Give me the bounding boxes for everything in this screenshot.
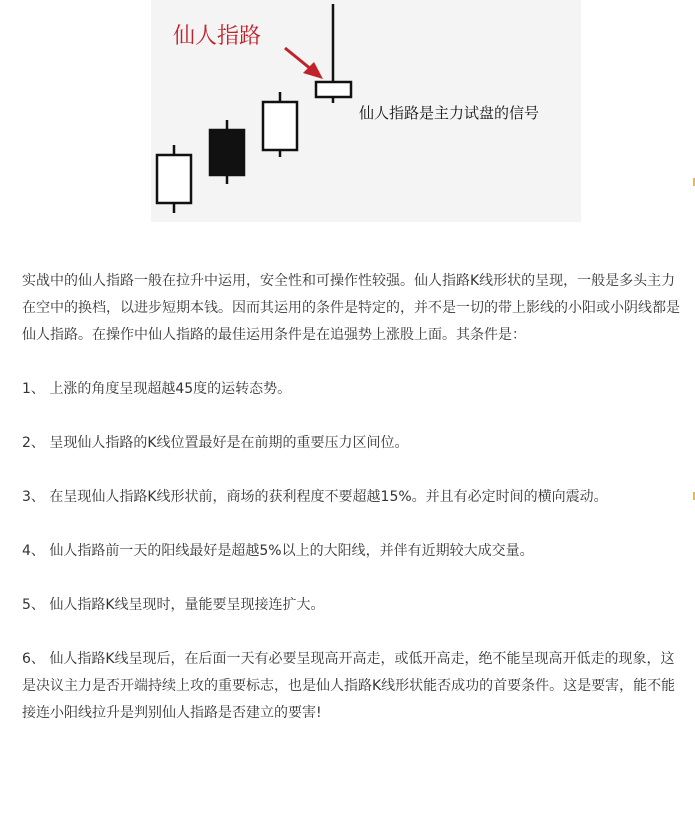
condition-item-6: 6、 仙人指路K线呈现后，在后面一天有必要呈现高开高走，或低开高走，绝不能呈现高开低走的现象，这是决议主力是否开端持续上攻的重要标志，也是仙人指路K线形状能否成功的首要条件。这是要害，能不能接连小阳线拉升是判别仙人指路是否建立的要害! (22, 651, 676, 721)
candle-yang-2 (263, 92, 297, 157)
figure-caption: 仙人指路是主力试盘的信号 (359, 104, 540, 122)
condition-item-3: 3、 在呈现仙人指路K线形状前，商场的获利程度不要超越15%。并且有必定时间的横向震动。 (22, 489, 608, 505)
condition-item-2: 2、 呈现仙人指路的K线位置最好是在前期的重要压力区间位。 (22, 435, 409, 451)
condition-item-5: 5、 仙人指路K线呈现时，量能要呈现接连扩大。 (22, 597, 325, 613)
article-body (22, 268, 684, 727)
candle-xianren-zhilu (316, 4, 351, 103)
candle-yang-1 (157, 145, 191, 213)
candle-yin (210, 120, 244, 184)
pointer-arrow (285, 48, 323, 79)
condition-item-1: 1、 上涨的角度呈现超越45度的运转态势。 (22, 381, 292, 397)
condition-item-4: 4、 仙人指路前一天的阳线最好是超越5%以上的大阳线，并伴有近期较大成交量。 (22, 543, 534, 559)
pointer-label: 仙人指路 (173, 24, 262, 49)
candlestick-figure (151, 0, 581, 222)
intro-paragraph: 实战中的仙人指路一般在拉升中运用，安全性和可操作性较强。仙人指路K线形状的呈现，一般是多头主力在空中的换档，以进步短期本钱。因而其运用的条件是特定的，并不是一切的带上影线的小阳或小阴线都是仙人指路。在操作中仙人指路的最佳运用条件是在追强势上涨股上面。其条件是： (22, 273, 680, 343)
